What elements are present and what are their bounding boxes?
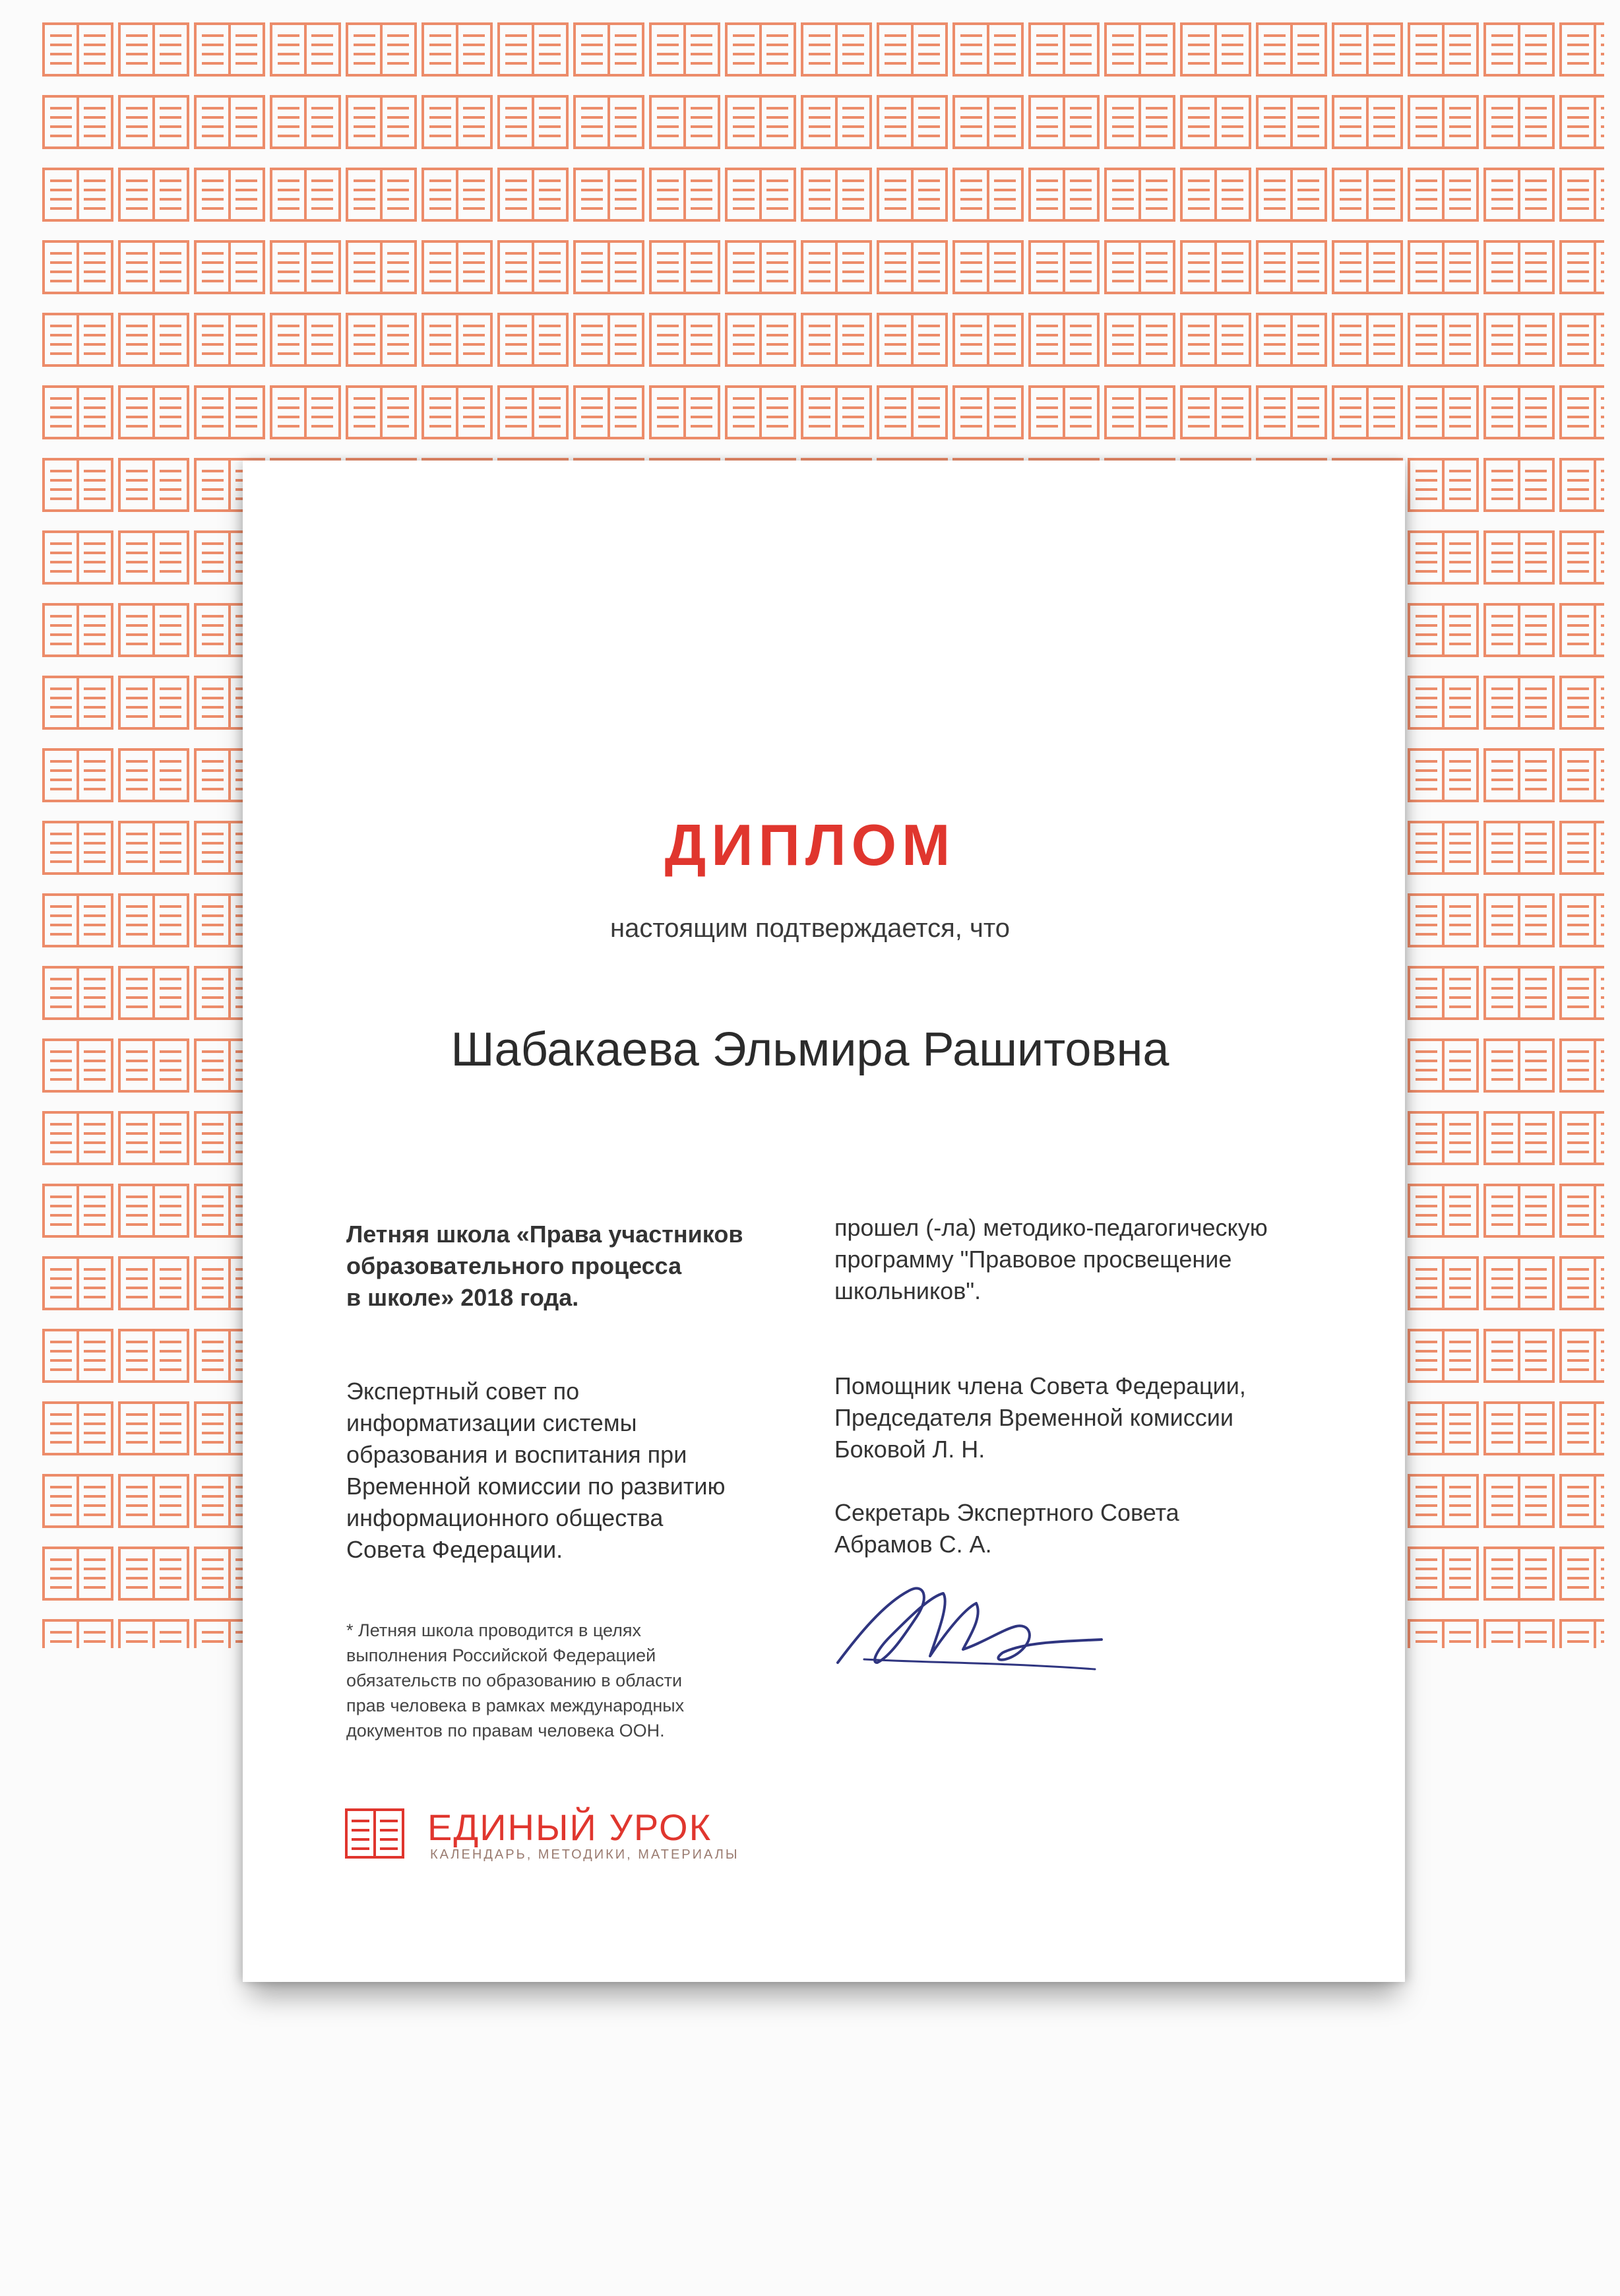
- council-line: образования и воспитания при: [346, 1441, 687, 1468]
- footnote-line: прав человека в рамках международных: [346, 1696, 685, 1715]
- logo-name: ЕДИНЫЙ УРОК: [427, 1806, 712, 1848]
- event-line: в школе» 2018 года.: [346, 1284, 579, 1311]
- program-block: [834, 1212, 1268, 1307]
- signature: [831, 1564, 1108, 1682]
- program-line: программу "Правовое просвещение: [834, 1246, 1232, 1273]
- confirmation-text: настоящим подтверждается, что: [610, 914, 1010, 943]
- council-block: [346, 1376, 725, 1566]
- council-line: информационного общества: [346, 1504, 664, 1531]
- program-line: прошел (-ла) методико-педагогическую: [834, 1214, 1268, 1241]
- event-block: [346, 1219, 743, 1314]
- footnote-line: выполнения Российской Федерацией: [346, 1645, 656, 1665]
- book-icon: [344, 1808, 405, 1859]
- council-line: Совета Федерации.: [346, 1536, 563, 1563]
- footnote-line: обязательств по образованию в области: [346, 1671, 683, 1690]
- assistant-line: Председателя Временной комиссии: [834, 1404, 1233, 1431]
- assistant-line: Боковой Л. Н.: [834, 1436, 985, 1463]
- footnote-line: документов по правам человека ООН.: [346, 1721, 665, 1740]
- event-line: образовательного процесса: [346, 1252, 682, 1279]
- council-line: Временной комиссии по развитию: [346, 1473, 726, 1500]
- recipient-name: Шабакаева Эльмира Рашитовна: [451, 1023, 1169, 1076]
- assistant-line: Помощник члена Совета Федерации,: [834, 1372, 1246, 1399]
- secretary-line: Абрамов С. А.: [834, 1531, 992, 1558]
- diploma-title: ДИПЛОМ: [664, 812, 956, 877]
- secretary-line: Секретарь Экспертного Совета: [834, 1499, 1179, 1526]
- event-line: Летняя школа «Права участников: [346, 1221, 743, 1248]
- secretary-block: [834, 1497, 1179, 1560]
- program-line: школьников".: [834, 1277, 981, 1304]
- footnote-block: [346, 1618, 684, 1743]
- council-line: информатизации системы: [346, 1409, 637, 1436]
- footnote-line: * Летняя школа проводится в целях: [346, 1620, 641, 1640]
- council-line: Экспертный совет по: [346, 1378, 580, 1405]
- logo-tagline: КАЛЕНДАРЬ, МЕТОДИКИ, МАТЕРИАЛЫ: [430, 1847, 739, 1862]
- assistant-block: [834, 1370, 1246, 1465]
